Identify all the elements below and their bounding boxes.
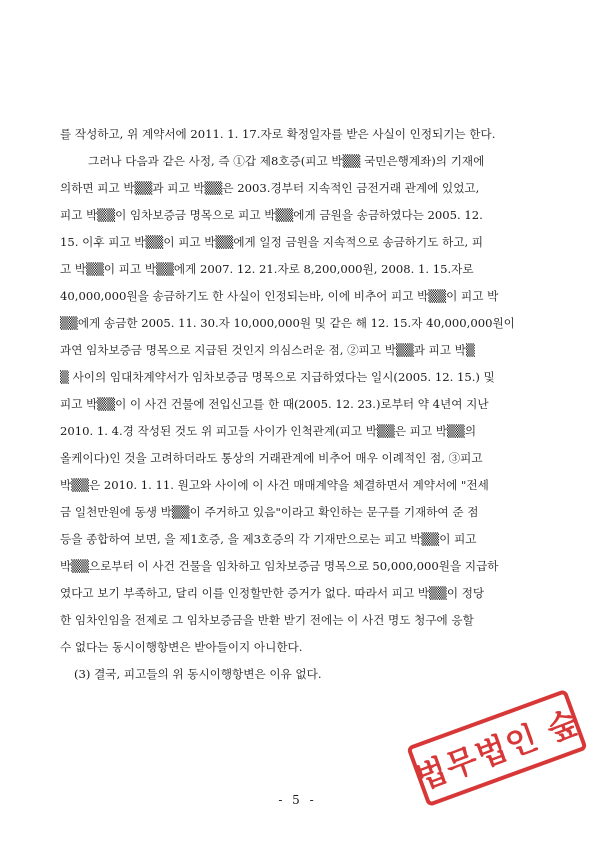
body-line: 그러나 다음과 같은 사정, 즉 ①갑 제8호증(피고 박▒▒ 국민은행계좌)의 기재에 <box>88 154 485 168</box>
body-line: 박▒▒으로부터 이 사건 건물을 임차하고 임차보증금 명목으로 50,000,000원을 지급하 <box>60 559 499 573</box>
body-line: 고 박▒▒이 피고 박▒▒에게 2007. 12. 21.자로 8,200,000원, 2008. 1. 15.자로 <box>60 262 474 276</box>
body-line: (3) 결국, 피고들의 위 동시이행항변은 이유 없다. <box>74 667 322 681</box>
body-line: 를 작성하고, 위 계약서에 2011. 1. 17.자로 확정일자를 받은 사실이 인정되기는 한다. <box>60 127 496 141</box>
body-line: ▒ 사이의 임대차계약서가 임차보증금 명목으로 지급하였다는 일시(2005. 12. 15.) 및 <box>60 370 495 384</box>
body-line: 40,000,000원을 송금하기도 한 사실이 인정되는바, 이에 비추어 피고 박▒▒이 피고 박 <box>60 289 499 303</box>
body-line: ▒▒에게 송금한 2005. 11. 30.자 10,000,000원 및 같은 해 12. 15.자 40,000,000원이 <box>60 316 515 330</box>
body-line: 의하면 피고 박▒▒과 피고 박▒▒은 2003.경부터 지속적인 금전거래 관계에 있었고, <box>60 181 480 195</box>
body-line: 피고 박▒▒이 이 사건 건물에 전입신고를 한 때(2005. 12. 23.)로부터 약 4년여 지난 <box>60 397 489 411</box>
body-line: 15. 이후 피고 박▒▒이 피고 박▒▒에게 일정 금원을 지속적으로 송금하기도 하고, 피 <box>60 235 484 249</box>
document-body <box>60 121 542 688</box>
body-line: 피고 박▒▒이 임차보증금 명목으로 피고 박▒▒에게 금원을 송금하였다는 2005. 12. <box>60 208 483 222</box>
body-line: 수 없다는 동시이행항변은 받아들이지 아니한다. <box>60 640 303 654</box>
page-number: - 5 - <box>278 793 317 807</box>
body-line: 올케이다)인 것을 고려하더라도 통상의 거래관계에 비추어 매우 이례적인 점, ③피고 <box>60 451 483 465</box>
law-firm-stamp <box>406 689 588 807</box>
body-line: 과연 임차보증금 명목으로 지급된 것인지 의심스러운 점, ②피고 박▒▒과 피고 박▒ <box>60 343 475 357</box>
body-line: 였다고 보기 부족하고, 달리 이를 인정할만한 증거가 없다. 따라서 피고 박▒▒이 정당 <box>60 586 485 600</box>
body-line: 한 임차인임을 전제로 그 임차보증금을 반환 받기 전에는 이 사건 명도 청구에 응할 <box>60 613 474 627</box>
stamp-text: 법무법인 숲 <box>410 702 585 798</box>
body-line: 등을 종합하여 보면, 을 제1호증, 을 제3호증의 각 기재만으로는 피고 박▒▒이 피고 <box>60 532 477 546</box>
body-line: 금 일천만원에 동생 박▒▒이 주거하고 있음"이라고 확인하는 문구를 기재하여 준 점 <box>60 505 479 519</box>
body-line: 박▒▒은 2010. 1. 11. 원고와 사이에 이 사건 매매계약을 체결하면서 계약서에 "전세 <box>60 478 489 492</box>
body-line: 2010. 1. 4.경 작성된 것도 위 피고들 사이가 인척관계(피고 박▒▒은 피고 박▒▒의 <box>60 424 477 438</box>
